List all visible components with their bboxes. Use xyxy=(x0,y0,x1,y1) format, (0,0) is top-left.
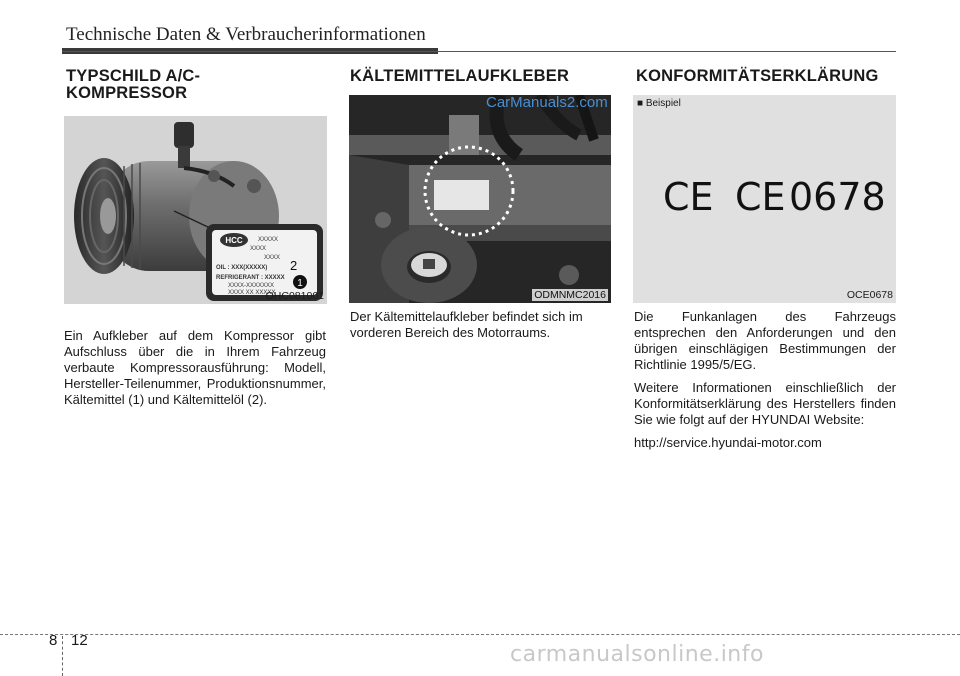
paragraph: Weitere Informationen einschließlich der Konformitätserklärung des Herstellers finden Sie wie folgt auf der HYUNDAI Website: xyxy=(634,380,896,427)
paragraph: Der Kältemittelaufkleber befindet sich im vorderen Bereich des Motorraums. xyxy=(350,309,583,340)
figure-overlay-text: CarManuals2.com xyxy=(486,95,608,111)
section-heading-konformitaet: KONFORMITÄTSERKLÄRUNG xyxy=(636,67,879,85)
footer-divider xyxy=(62,636,63,676)
watermark: carmanualsonline.info xyxy=(510,642,764,667)
callout-marker-2: 2 xyxy=(290,258,298,273)
beispiel-label: ■ Beispiel xyxy=(637,98,681,109)
sticker-line: OIL : XXX(XXXXX) xyxy=(216,265,268,271)
compressor-illustration xyxy=(64,116,327,304)
heading-line-2: KOMPRESSOR xyxy=(66,84,188,102)
section-heading-typschild xyxy=(66,68,200,102)
sticker-line: REFRIGERANT : XXXXX xyxy=(216,275,285,281)
body-text-typschild xyxy=(64,328,326,415)
compressor-figure xyxy=(64,116,327,304)
sticker-line: XXXX-XXXXXXX xyxy=(228,283,275,289)
body-text-konformitaet xyxy=(634,309,896,458)
ce-mark-figure xyxy=(633,95,896,303)
figure-code: OCE0678 xyxy=(846,289,893,301)
sticker-line: XXXX XX XXXXX xyxy=(228,290,276,296)
callout-marker-1: 1 xyxy=(297,278,303,289)
paragraph: Die Funkanlagen des Fahrzeugs entsprechen den Anforderungen und den übrigen einschlägigen Bestimmungen der Richtlinie 1995/5/EG. xyxy=(634,309,896,372)
sticker-line: XXXXX xyxy=(258,237,279,243)
ce-mark-icon: CE xyxy=(735,175,786,219)
notified-body-number: 0678 xyxy=(789,175,886,219)
section-heading-kaeltemittel: KÄLTEMITTELAUFKLEBER xyxy=(350,67,570,85)
engine-bay-figure xyxy=(349,95,611,303)
chapter-number: 8 xyxy=(49,632,58,649)
website-url: http://service.hyundai-motor.com xyxy=(634,435,822,450)
sticker-line: XXXX xyxy=(264,255,281,261)
header-rule xyxy=(62,51,896,52)
sticker-line: XXXX xyxy=(250,246,267,252)
ce-mark-icon: CE xyxy=(663,175,714,219)
running-header-title: Technische Daten & Verbraucherinformationen xyxy=(66,24,426,45)
figure-code: OHC081001 xyxy=(265,290,324,302)
footer-rule xyxy=(0,634,960,635)
paragraph: Ein Aufkleber auf dem Kompressor gibt Aufschluss über die in Ihrem Fahrzeug verbaute Kompressorausführung: Modell, Hersteller-Teilenummer, Produktionsnummer, Kältemittel (1) und Kältemittelöl (2). xyxy=(64,328,326,407)
heading-line-1: TYPSCHILD A/C- xyxy=(66,67,201,85)
page-number: 12 xyxy=(71,632,88,649)
sticker-logo: HCC xyxy=(225,236,243,245)
engine-bay-illustration xyxy=(349,95,611,303)
body-text-kaeltemittel xyxy=(350,309,611,348)
figure-code: ODMNMC2016 xyxy=(534,289,606,301)
